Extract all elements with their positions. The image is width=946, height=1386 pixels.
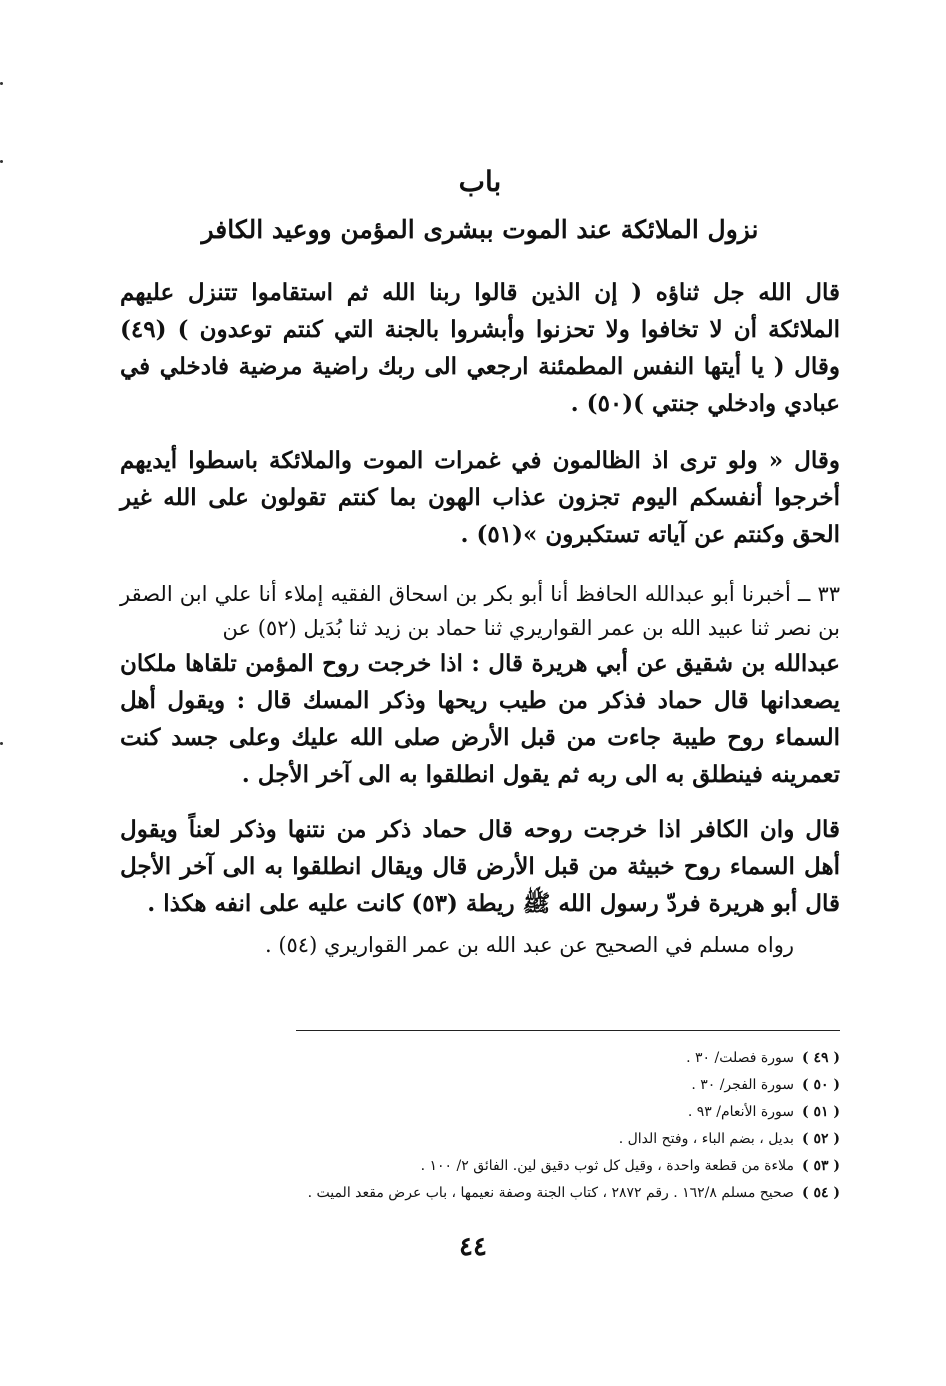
quran-quote-paragraph: قال الله جل ثناؤه ( إن الذين قالوا ربنا الله ثم استقاموا تتنزل عليهم الملائكة أن لا تخافوا ولا تحزنوا وأبشروا بالجنة التي كنتم توعدون ) (٤٩) وقال ( يا أيتها النفس المطمئنة ارجعي الى ربك راضية مرضية فادخلي في عبادي وادخلي جنتي )(٥٠) . (120, 279, 840, 417)
footnote-number: ( ٥١ ) (801, 1104, 840, 1120)
hadith-chain-paragraph: ٣٣ ــ أخبرنا أبو عبدالله الحافظ أنا أبو بكر بن اسحاق الفقيه إملاء أنا علي ابن الصقر بن نصر ثنا عبيد الله بن عمر القواريري ثنا حماد بن زيد ثنا بُدَيل (٥٢) عن (120, 582, 840, 640)
footnote (296, 1045, 840, 1072)
scan-mark (0, 160, 3, 163)
footnote (296, 1099, 840, 1126)
footnote-text: صحيح مسلم ١٦٢/٨ . رقم ٢٨٧٢ ، كتاب الجنة وصفة نعيمها ، باب عرض مقعد الميت . (307, 1185, 794, 1201)
page-number: ٤٤ (459, 1232, 487, 1262)
chapter-title: نزول الملائكة عند الموت ببشرى المؤمن ووعيد الكافر (201, 215, 759, 244)
footnote (296, 1072, 840, 1099)
footnote-text: سورة الفجر/ ٣٠ . (691, 1077, 794, 1093)
scan-mark (0, 82, 3, 85)
footnote-number: ( ٥٠ ) (801, 1077, 840, 1093)
footnote-number: ( ٥٢ ) (801, 1131, 840, 1147)
footnotes (296, 1030, 840, 1207)
footnote-number: ( ٥٣ ) (801, 1158, 840, 1174)
quran-quote-paragraph: وقال « ولو ترى اذ الظالمون في غمرات الموت والملائكة باسطوا أيديهم أخرجوا أنفسكم اليوم تجزون عذاب الهون بما كنتم تقولون على الله غير الحق وكنتم عن آياته تستكبرون »(٥١) . (120, 447, 840, 548)
footnote (296, 1126, 840, 1153)
footnote-text: سورة فصلت/ ٣٠ . (686, 1050, 794, 1066)
footnote (296, 1180, 840, 1207)
footnote (296, 1153, 840, 1180)
footnote-text: بديل ، بضم الباء ، وفتح الدال . (618, 1131, 794, 1147)
chapter-heading: باب (458, 165, 502, 198)
footnote-text: سورة الأنعام/ ٩٣ . (687, 1104, 794, 1120)
scan-mark (0, 742, 3, 745)
footnote-number: ( ٥٤ ) (801, 1185, 840, 1201)
hadith-text-paragraph: عبدالله بن شقيق عن أبي هريرة قال : اذا خرجت روح المؤمن تلقاها ملكان يصعدانها قال حماد فذكر من طيب ريحها وذكر المسك قال : ويقول أهل السماء روح طيبة جاءت من قبل الأرض صلى الله عليك وعلى جسد كنت تعمرينه فينطلق به الى ربه ثم يقول انطلقوا به الى آخر الأجل . (120, 650, 840, 788)
footnote-number: ( ٤٩ ) (801, 1050, 840, 1066)
main-text (120, 162, 840, 962)
footnote-text: ملاءة من قطعة واحدة ، وقيل كل ثوب دقيق لين. الفائق ٢/ ١٠٠ . (420, 1158, 794, 1174)
narration-source: رواه مسلم في الصحيح عن عبد الله بن عمر القواريري (٥٤) . (264, 933, 794, 957)
hadith-text-paragraph: قال وان الكافر اذا خرجت روحه قال حماد ذكر من نتنها وذكر لعناً ويقول أهل السماء روح خبيثة من قبل الأرض قال ويقال انطلقوا به الى آخر الأجل قال أبو هريرة فردّ رسول الله ﷺ ريطة (٥٣) كانت عليه على انفه هكذا . (120, 816, 840, 917)
